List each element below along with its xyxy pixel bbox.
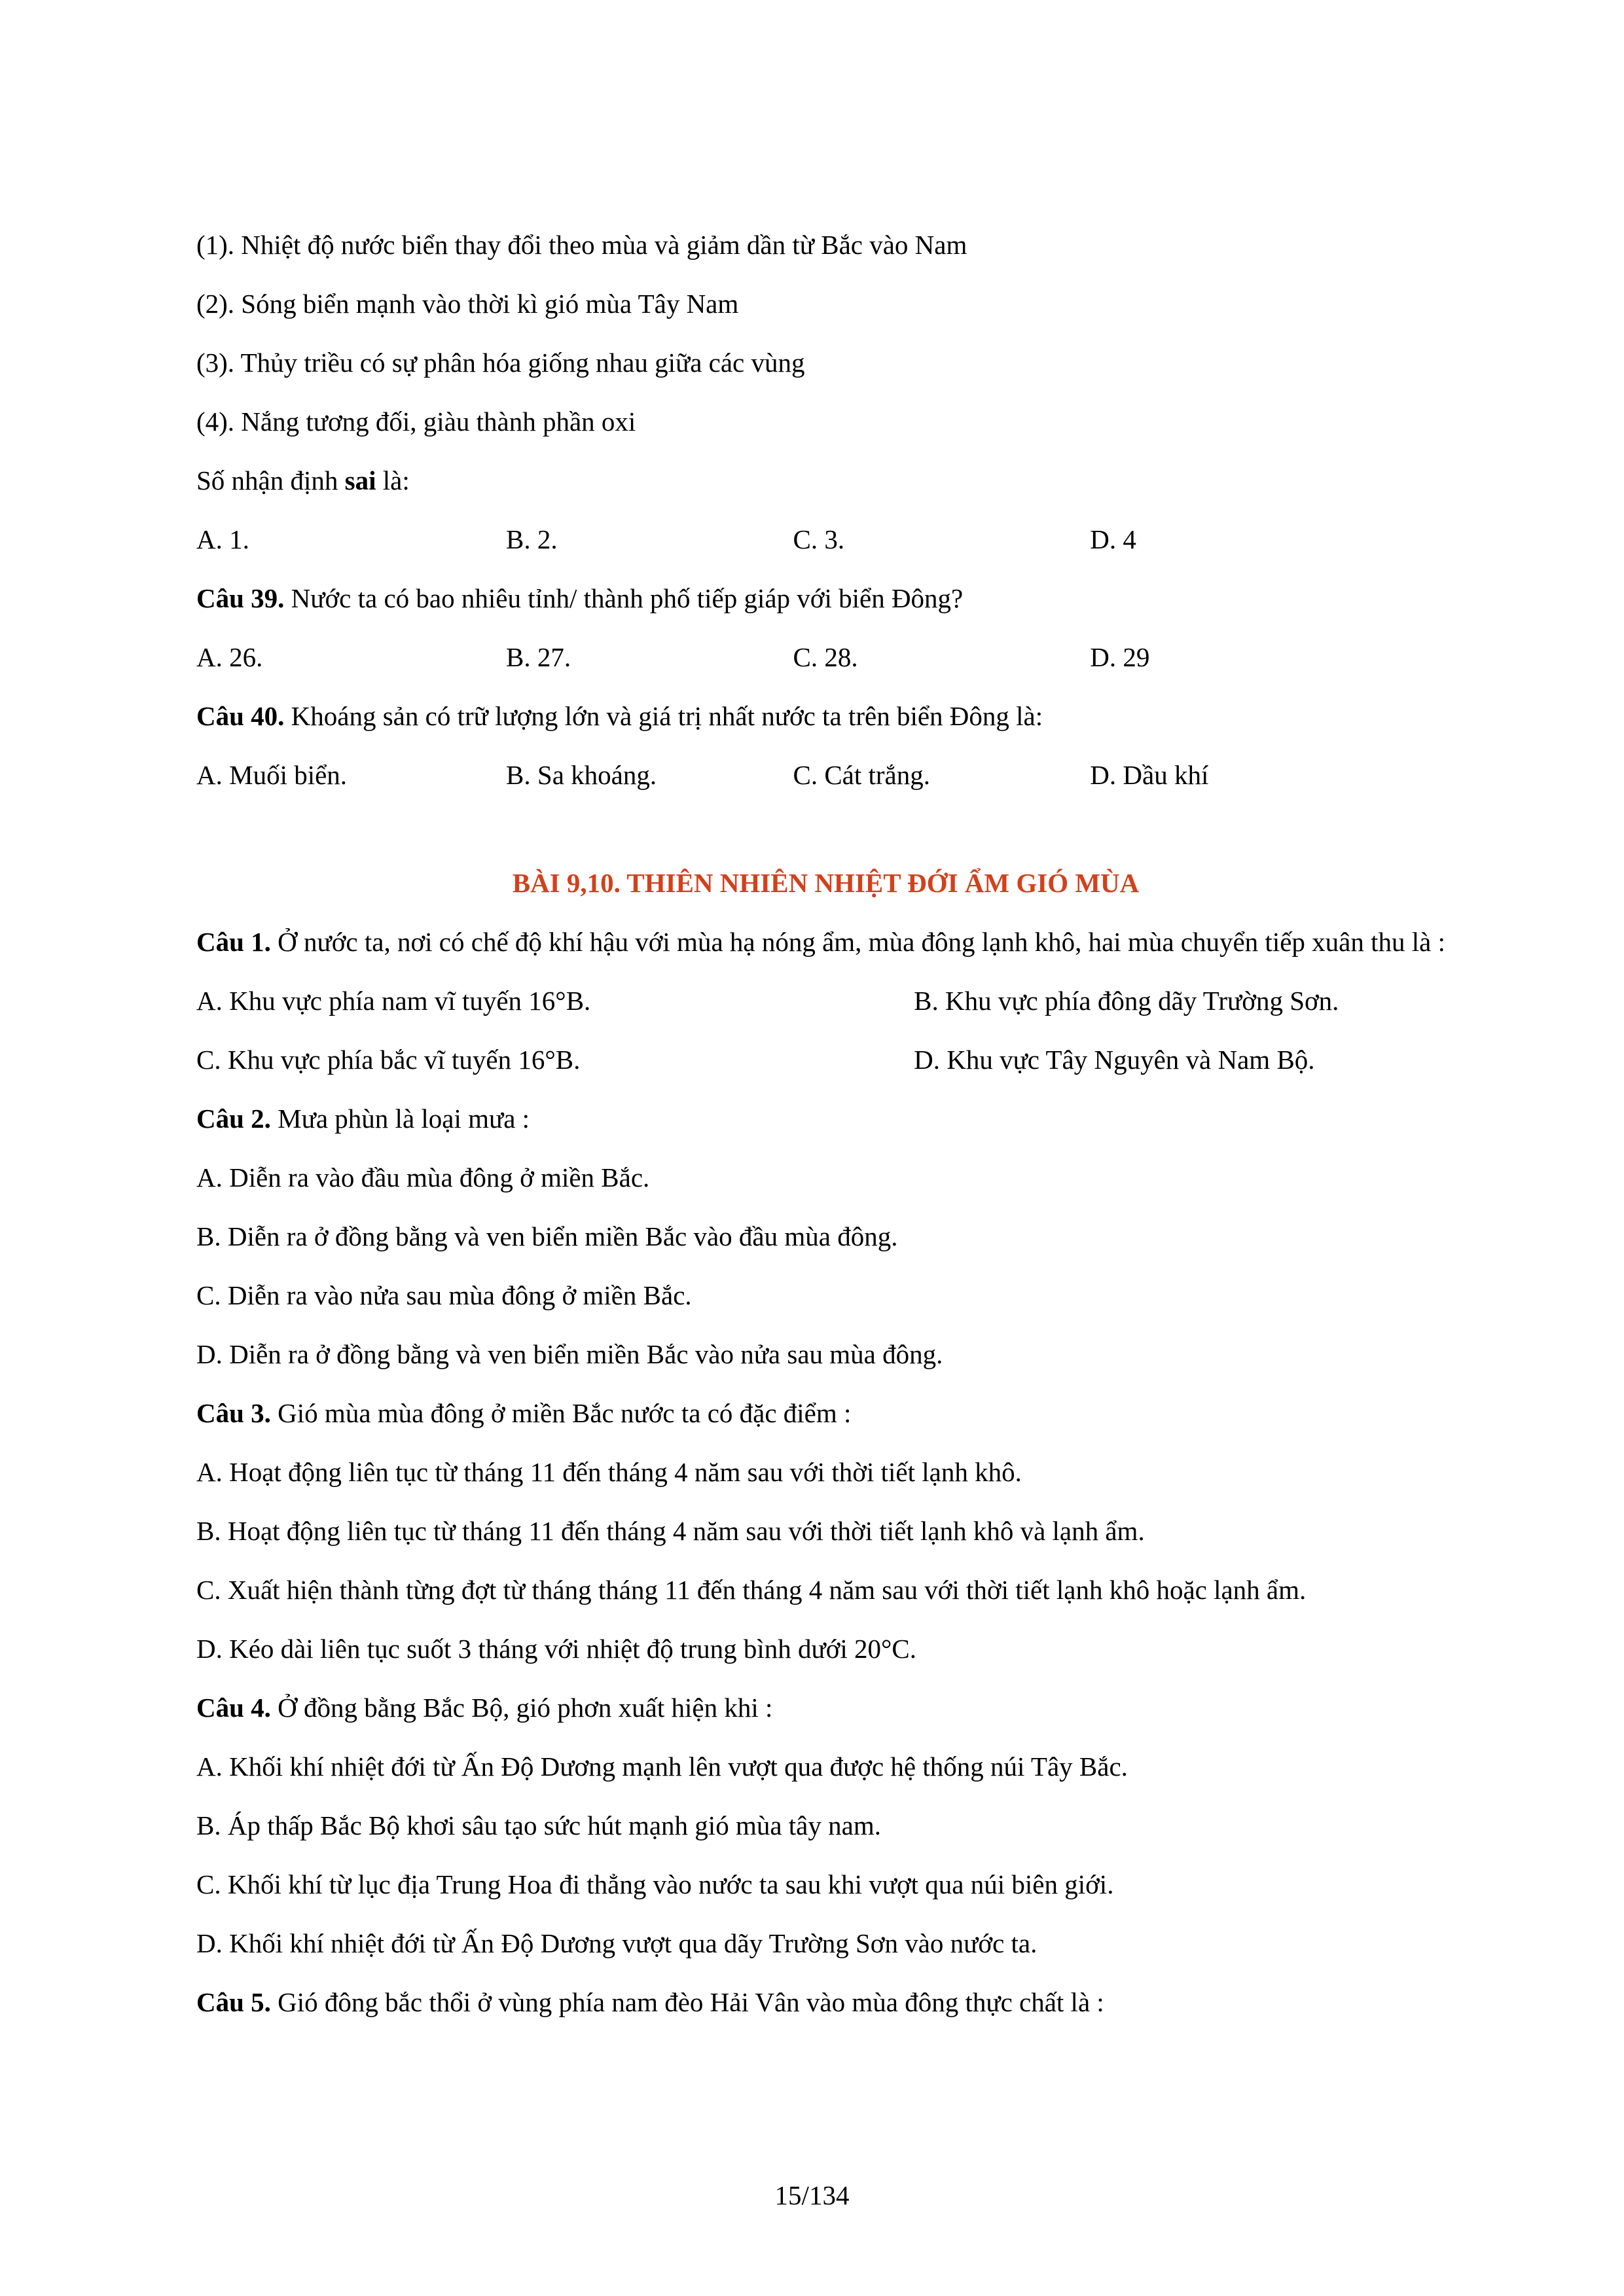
question-39-label: Câu 39. xyxy=(196,583,285,613)
question-3-option-c: C. Xuất hiện thành từng đợt từ tháng tháng 11 đến tháng 4 năm sau với thời tiết lạnh khô hoặc lạnh ẩm. xyxy=(196,1575,1307,1605)
page-number: 15/134 xyxy=(774,2180,850,2210)
question-2-option-b: B. Diễn ra ở đồng bằng và ven biển miền Bắc vào đầu mùa đông. xyxy=(196,1221,898,1251)
question-39-text: Nước ta có bao nhiêu tỉnh/ thành phố tiếp giáp với biển Đông? xyxy=(291,583,964,613)
question-3-label: Câu 3. xyxy=(196,1398,271,1428)
question-40 xyxy=(196,700,1455,732)
statement-3: (3). Thủy triều có sự phân hóa giống nhau giữa các vùng xyxy=(196,348,805,378)
question-1-option-d: D. Khu vực Tây Nguyên và Nam Bộ. xyxy=(914,1045,1315,1075)
question-4-text: Ở đồng bằng Bắc Bộ, gió phơn xuất hiện khi : xyxy=(278,1693,773,1723)
statement-1: (1). Nhiệt độ nước biển thay đổi theo mùa và giảm dần từ Bắc vào Nam xyxy=(196,230,967,260)
question-1-label: Câu 1. xyxy=(196,927,271,957)
question-39 xyxy=(196,583,1455,614)
question-2-text: Mưa phùn là loại mưa : xyxy=(278,1103,530,1134)
section-heading: BÀI 9,10. THIÊN NHIÊN NHIỆT ĐỚI ẨM GIÓ MÙA xyxy=(512,868,1140,898)
question-2-option-c: C. Diễn ra vào nửa sau mùa đông ở miền Bắc. xyxy=(196,1280,692,1310)
question-40-option-c: C. Cát trắng. xyxy=(793,760,931,790)
question-3-option-b: B. Hoạt động liên tục từ tháng 11 đến tháng 4 năm sau với thời tiết lạnh khô và lạnh ẩm. xyxy=(196,1516,1145,1546)
question-40-option-a: A. Muối biển. xyxy=(196,760,348,790)
question-40-text: Khoáng sản có trữ lượng lớn và giá trị nhất nước ta trên biển Đông là: xyxy=(291,701,1043,731)
question-5-text: Gió đông bắc thổi ở vùng phía nam đèo Hải Vân vào mùa đông thực chất là : xyxy=(278,1987,1104,2017)
statement-2: (2). Sóng biển mạnh vào thời kì gió mùa Tây Nam xyxy=(196,289,739,319)
question-1-text: Ở nước ta, nơi có chế độ khí hậu với mùa hạ nóng ẩm, mùa đông lạnh khô, hai mùa chuyển tiếp xuân thu là : xyxy=(278,927,1445,957)
question-5 xyxy=(196,1986,1455,2018)
question-39-options-row xyxy=(196,641,1455,673)
question-1-options-row-2 xyxy=(196,1044,1455,1075)
question-40-options-row xyxy=(196,759,1455,791)
question-4-label: Câu 4. xyxy=(196,1693,271,1723)
question-2-option-d: D. Diễn ra ở đồng bằng và ven biển miền Bắc vào nửa sau mùa đông. xyxy=(196,1339,943,1369)
question-4-option-c: C. Khối khí từ lục địa Trung Hoa đi thẳng vào nước ta sau khi vượt qua núi biên giới. xyxy=(196,1869,1114,1899)
conclusion-bold: sai xyxy=(344,465,376,495)
question-2-label: Câu 2. xyxy=(196,1103,271,1134)
question-39-option-b: B. 27. xyxy=(506,642,571,672)
question-1-option-c: C. Khu vực phía bắc vĩ tuyến 16°B. xyxy=(196,1045,581,1075)
statement-4: (4). Nắng tương đối, giàu thành phần oxi xyxy=(196,406,636,437)
conclusion-pre: Số nhận định xyxy=(196,465,338,495)
question-39-option-d: D. 29 xyxy=(1090,642,1150,672)
question-39-option-c: C. 28. xyxy=(793,642,858,672)
question-1-option-b: B. Khu vực phía đông dãy Trường Sơn. xyxy=(914,986,1339,1016)
conclusion-option-a: A. 1. xyxy=(196,524,249,554)
question-40-option-b: B. Sa khoáng. xyxy=(506,760,657,790)
question-4 xyxy=(196,1692,1455,1723)
question-1 xyxy=(196,926,1455,958)
question-4-option-a: A. Khối khí nhiệt đới từ Ấn Độ Dương mạnh lên vượt qua được hệ thống núi Tây Bắc. xyxy=(196,1751,1128,1782)
conclusion-line xyxy=(196,465,1455,496)
question-3-option-a: A. Hoạt động liên tục từ tháng 11 đến tháng 4 năm sau với thời tiết lạnh khô. xyxy=(196,1457,1022,1487)
question-4-option-b: B. Áp thấp Bắc Bộ khơi sâu tạo sức hút mạnh gió mùa tây nam. xyxy=(196,1810,881,1840)
question-5-label: Câu 5. xyxy=(196,1987,271,2017)
conclusion-option-b: B. 2. xyxy=(506,524,558,554)
question-1-option-a: A. Khu vực phía nam vĩ tuyến 16°B. xyxy=(196,986,591,1016)
question-39-option-a: A. 26. xyxy=(196,642,263,672)
question-2 xyxy=(196,1103,1455,1134)
question-1-options-row-1 xyxy=(196,985,1455,1016)
question-4-option-d: D. Khối khí nhiệt đới từ Ấn Độ Dương vượt qua dãy Trường Sơn vào nước ta. xyxy=(196,1928,1038,1958)
question-2-option-a: A. Diễn ra vào đầu mùa đông ở miền Bắc. xyxy=(196,1162,650,1193)
question-40-option-d: D. Dầu khí xyxy=(1090,760,1209,790)
question-40-label: Câu 40. xyxy=(196,701,285,731)
conclusion-options-row xyxy=(196,524,1455,555)
conclusion-option-c: C. 3. xyxy=(793,524,845,554)
conclusion-option-d: D. 4 xyxy=(1090,524,1136,554)
conclusion-post: là: xyxy=(382,465,410,495)
question-3-option-d: D. Kéo dài liên tục suốt 3 tháng với nhiệt độ trung bình dưới 20°C. xyxy=(196,1634,917,1664)
question-3-text: Gió mùa mùa đông ở miền Bắc nước ta có đặc điểm : xyxy=(278,1398,852,1428)
question-3 xyxy=(196,1397,1455,1429)
